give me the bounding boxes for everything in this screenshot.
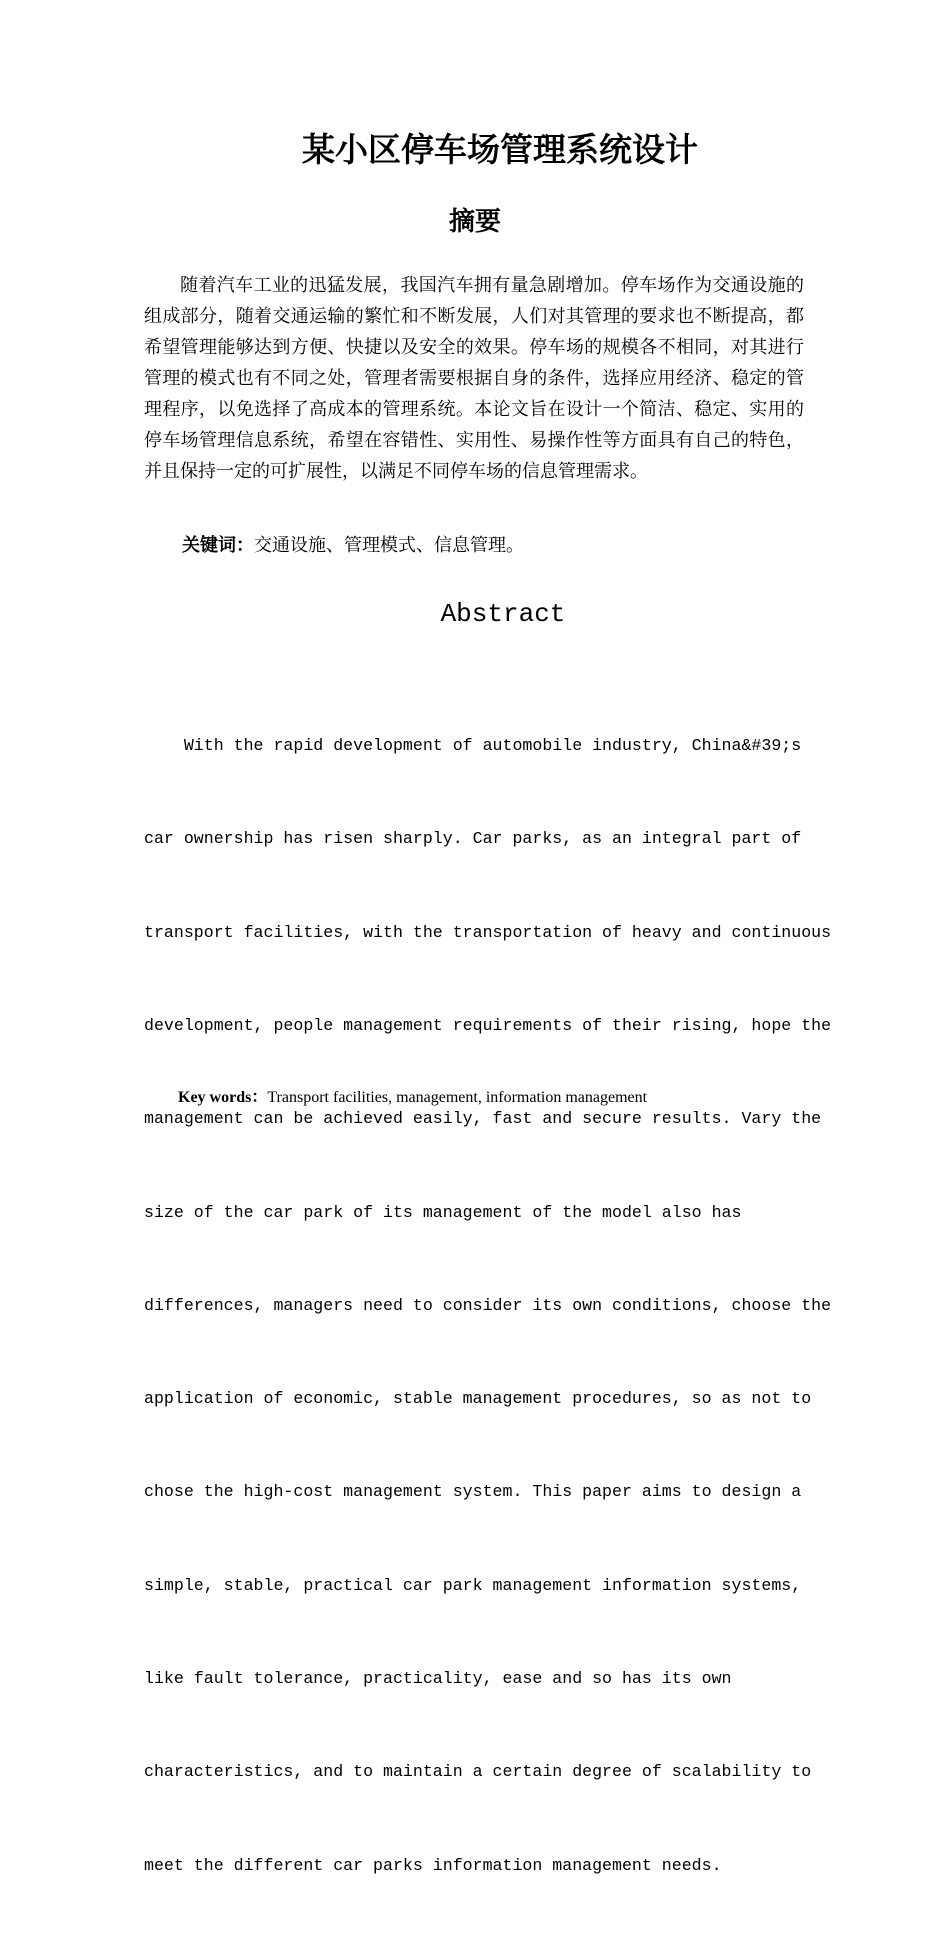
keywords-en-text: Transport facilities, management, information management xyxy=(267,1089,648,1106)
abstract-en-line: application of economic, stable management procedures, so as not to xyxy=(144,1389,812,1409)
abstract-en-line: development, people management requirements of their rising, hope the xyxy=(144,1016,832,1036)
abstract-zh-heading: 摘要 xyxy=(448,207,501,237)
abstract-en-line: management can be achieved easily, fast and secure results. Vary the xyxy=(144,1109,822,1129)
abstract-en-body xyxy=(144,668,832,1943)
document-title: 某小区停车场管理系统设计 xyxy=(302,130,698,169)
abstract-en-line: With the rapid development of automobile industry, China&#39;s xyxy=(144,736,802,756)
abstract-en-line: differences, managers need to consider its own conditions, choose the xyxy=(144,1295,832,1315)
abstract-en-line: like fault tolerance, practicality, ease and so has its own xyxy=(144,1669,732,1688)
keywords-en-label: Key words： xyxy=(178,1089,268,1106)
abstract-en-line: meet the different car parks information management needs. xyxy=(144,1855,722,1875)
keywords-zh-label: 关键词： xyxy=(182,535,254,556)
keywords-en xyxy=(178,1086,647,1110)
abstract-en-line: characteristics, and to maintain a certain degree of scalability to xyxy=(144,1762,812,1782)
abstract-en-line: transport facilities, with the transportation of heavy and continuous xyxy=(144,922,832,942)
abstract-en-line: simple, stable, practical car park management information systems, xyxy=(144,1575,802,1595)
abstract-en-line: car ownership has risen sharply. Car parks, as an integral part of xyxy=(144,829,802,849)
abstract-en-line: chose the high-cost management system. This paper aims to design a xyxy=(144,1482,802,1502)
abstract-en-heading: Abstract xyxy=(440,599,566,629)
abstract-zh-body: 随着汽车工业的迅猛发展，我国汽车拥有量急剧增加。停车场作为交通设施的组成部分，随着交通运输的繁忙和不断发展，人们对其管理的要求也不断提高，都希望管理能够达到方便、快捷以及安全的效果。停车场的规模各不相同，对其进行管理的模式也有不同之处，管理者需要根据自身的条件，选择应用经济、稳定的管理程序，以免选择了高成本的管理系统。本论文旨在设计一个简洁、稳定、实用的停车场管理信息系统，希望在容错性、实用性、易操作性等方面具有自己的特色，并且保持一定的可扩展性，以满足不同停车场的信息管理需求。 xyxy=(144,275,804,482)
abstract-en-line: size of the car park of its management of the model also has xyxy=(144,1202,742,1222)
keywords-zh-text: 交通设施、管理模式、信息管理。 xyxy=(254,535,524,556)
keywords-zh xyxy=(182,531,524,561)
